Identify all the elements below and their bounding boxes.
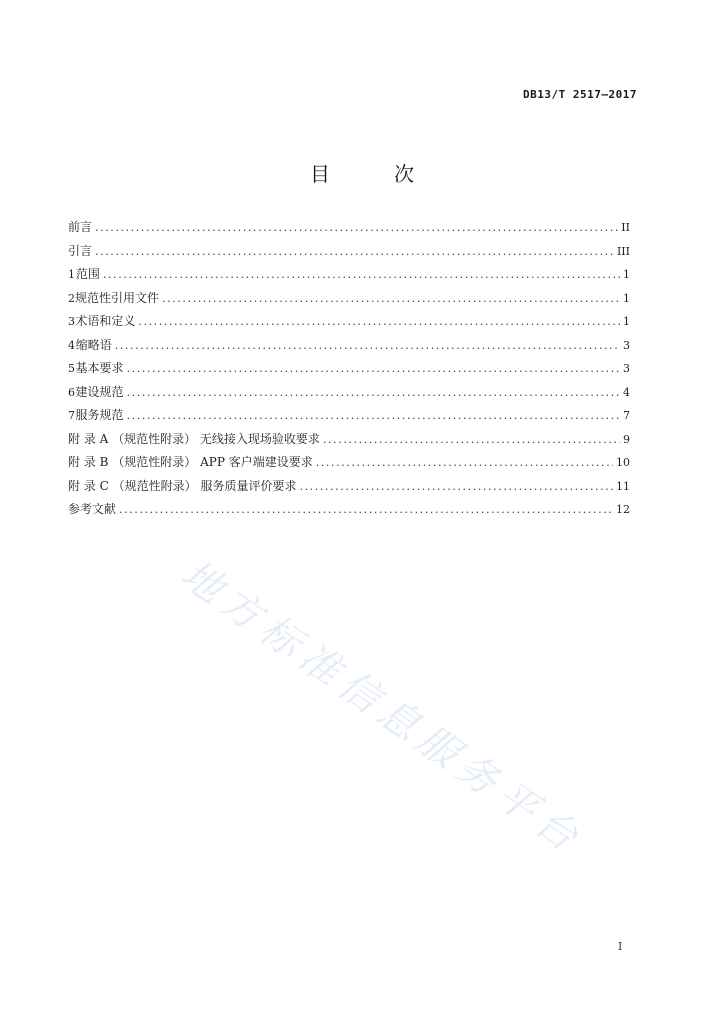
toc-entry-label: 前言 [68,220,93,234]
dot-leader [127,357,620,381]
toc-entry-page: 1 [623,315,630,328]
toc-entry-normative-references[interactable] [68,287,630,311]
toc-entry-label: 附 录 A （规范性附录） 无线接入现场验收要求 [68,431,320,446]
toc-entry-terms-definitions[interactable] [68,310,630,334]
dot-leader [127,381,620,405]
toc-entry-number: 3 [68,315,75,328]
toc-entry-page: 11 [616,479,630,493]
toc-entry-number: 7 [68,409,75,422]
toc-entry-label: 基本要求 [75,361,124,375]
toc-entry-label: 服务规范 [75,408,124,422]
toc-entry-label: 规范性引用文件 [75,290,160,305]
toc-entry-label: 参考文献 [68,502,117,516]
toc-entry-construction-spec[interactable] [68,381,630,405]
page-title: 目 次 [310,162,436,186]
toc-entry-introduction[interactable] [68,240,630,264]
dot-leader [115,334,620,358]
toc-entry-page: II [621,221,630,234]
toc-entry-bibliography[interactable] [68,498,630,522]
dot-leader [316,451,613,475]
page-number: I [618,940,623,953]
dot-leader [95,240,614,264]
toc-entry-appendix-a[interactable] [68,428,630,452]
toc-entry-basic-requirements[interactable] [68,357,630,381]
toc-entry-page: 9 [623,432,630,446]
toc-entry-page: 7 [623,409,630,422]
dot-leader [119,498,613,522]
toc-entry-label: 缩略语 [75,337,112,352]
toc-entry-label: 建设规范 [75,384,124,399]
toc-entry-number: 4 [68,338,75,352]
toc-entry-service-spec[interactable] [68,404,630,428]
toc-entry-page: 3 [623,338,630,352]
dot-leader [299,475,613,499]
toc-entry-number: 1 [68,268,75,281]
toc-entry-label: 引言 [68,243,93,258]
toc-entry-page: 4 [623,385,630,399]
standard-code: DB13/T 2517—2017 [523,88,637,101]
toc-entry-label: 范围 [75,267,100,281]
toc-entry-page: 1 [623,268,630,281]
toc-entry-label: 附 录 B （规范性附录） APP 客户端建设要求 [68,455,313,469]
toc-entry-foreword[interactable] [68,216,630,240]
toc-entry-label: 术语和定义 [75,314,136,328]
toc-entry-page: III [616,244,630,258]
toc-entry-number: 6 [68,385,75,399]
table-of-contents [68,216,630,522]
toc-entry-page: 10 [616,456,630,469]
toc-entry-appendix-c[interactable] [68,475,630,499]
toc-entry-number: 2 [68,291,75,305]
toc-entry-page: 12 [616,503,630,516]
dot-leader [138,310,620,334]
dot-leader [323,428,620,452]
dot-leader [162,287,620,311]
toc-entry-appendix-b[interactable] [68,451,630,475]
toc-entry-page: 3 [623,362,630,375]
toc-entry-page: 1 [623,291,630,305]
dot-leader [95,216,618,240]
toc-entry-number: 5 [68,362,75,375]
dot-leader [127,404,620,428]
toc-entry-label: 附 录 C （规范性附录） 服务质量评价要求 [68,478,297,493]
toc-entry-scope[interactable] [68,263,630,287]
toc-entry-abbreviations[interactable] [68,334,630,358]
watermark: 地方标准信息服务平台 [172,551,592,865]
dot-leader [103,263,620,287]
